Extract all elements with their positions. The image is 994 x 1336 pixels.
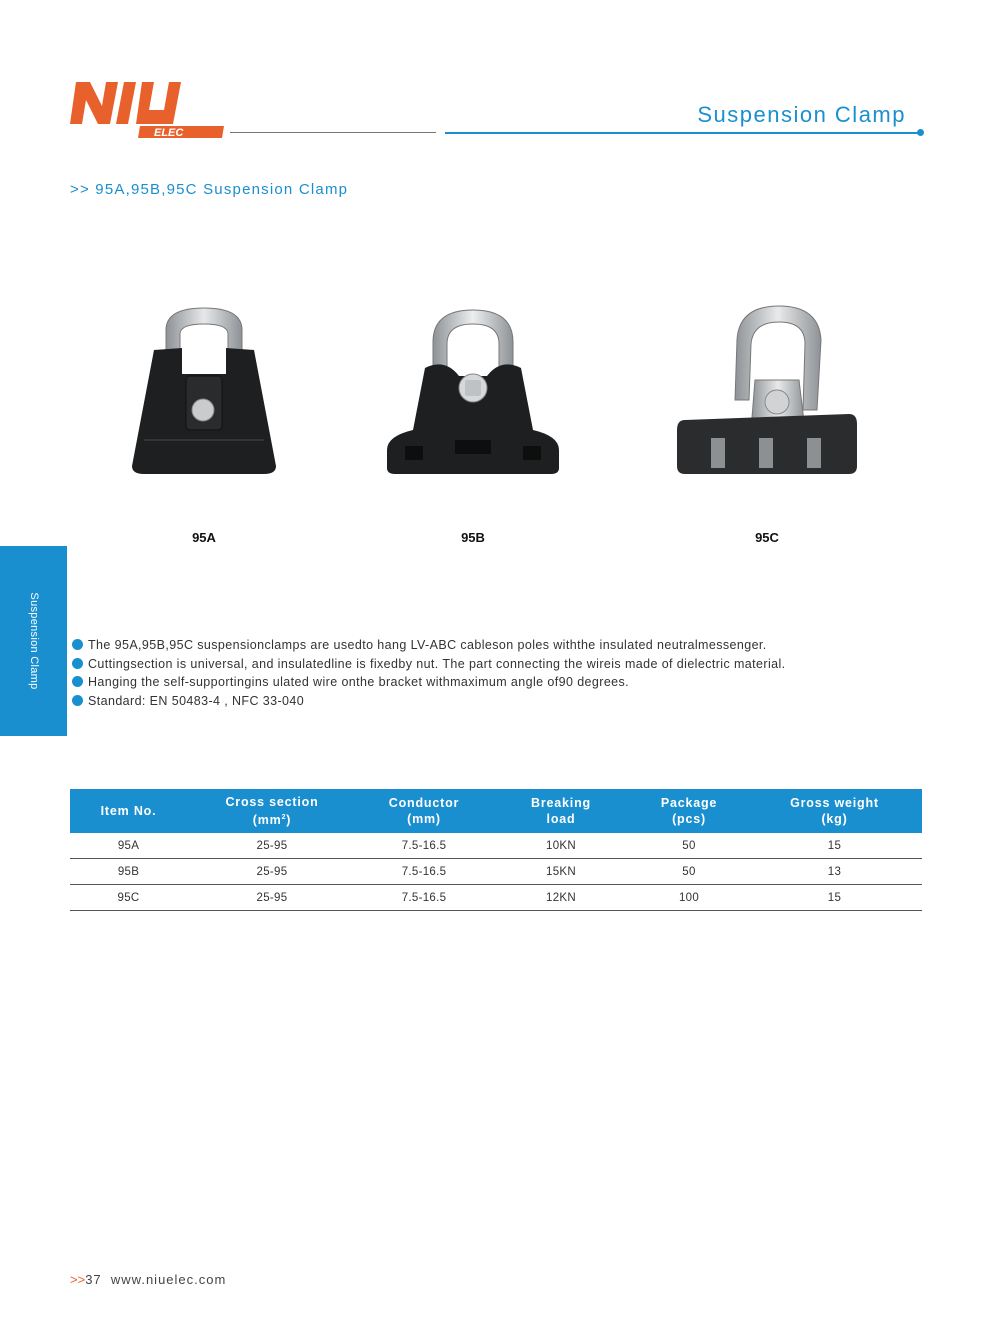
brand-logo — [68, 80, 228, 142]
cell-cross-section: 25-95 — [187, 859, 357, 885]
cell-item-no: 95A — [70, 833, 187, 859]
col-header-package: Package (pcs) — [631, 789, 747, 833]
table-row — [70, 859, 922, 885]
cell-conductor: 7.5-16.5 — [357, 859, 491, 885]
product-label-95c: 95C — [755, 530, 779, 545]
page-number: 37 — [85, 1272, 102, 1287]
cell-cross-section: 25-95 — [187, 833, 357, 859]
col-header-gross-weight: Gross weight (kg) — [747, 789, 922, 833]
product-label-95a: 95A — [192, 530, 216, 545]
product-95a — [104, 290, 304, 550]
section-subtitle: >> 95A,95B,95C Suspension Clamp — [70, 181, 349, 198]
suspension-clamp-95c-icon — [667, 290, 867, 490]
bullet-dot-icon — [72, 695, 83, 706]
table-row — [70, 885, 922, 911]
product-95b — [373, 290, 573, 550]
col-header-item-no: Item No. — [70, 789, 187, 833]
cell-package: 50 — [631, 859, 747, 885]
col-header-breaking-load: Breaking load — [491, 789, 631, 833]
side-tab-label: Suspension Clamp — [28, 592, 40, 690]
feature-item: Hanging the self-supportingins ulated wire onthe bracket withmaximum angle of90 degrees. — [72, 673, 786, 692]
cell-cross-section: 25-95 — [187, 885, 357, 911]
bullet-dot-icon — [72, 658, 83, 669]
cell-conductor: 7.5-16.5 — [357, 885, 491, 911]
product-gallery — [0, 290, 994, 560]
page-footer — [70, 1272, 226, 1287]
cell-breaking-load: 15KN — [491, 859, 631, 885]
logo-sub-text: ELEC — [154, 127, 184, 139]
footer-arrows: >> — [70, 1272, 86, 1287]
feature-item: The 95A,95B,95C suspensionclamps are usedto hang LV-ABC cableson poles withthe insulated neutralmessenger. — [72, 636, 786, 655]
product-95c — [667, 290, 867, 550]
cell-item-no: 95C — [70, 885, 187, 911]
page-title: Suspension Clamp — [697, 102, 906, 127]
suspension-clamp-95b-icon — [373, 290, 573, 490]
side-section-tab — [0, 546, 67, 736]
header-rule-right — [445, 132, 921, 134]
table-row — [70, 833, 922, 859]
cell-conductor: 7.5-16.5 — [357, 833, 491, 859]
header-rule-dot — [917, 129, 924, 136]
cell-breaking-load: 10KN — [491, 833, 631, 859]
col-header-cross-section: Cross section $(mm^2)$ — [187, 789, 357, 833]
cell-gross-weight: 13 — [747, 859, 922, 885]
header-rule-left — [230, 132, 436, 133]
feature-list — [72, 636, 786, 711]
spec-table — [70, 789, 922, 911]
bullet-dot-icon — [72, 639, 83, 650]
cell-item-no: 95B — [70, 859, 187, 885]
footer-url: www.niuelec.com — [110, 1272, 227, 1287]
table-header-row — [70, 789, 922, 833]
feature-item: Cuttingsection is universal, and insulatedline is fixedby nut. The part connecting the wireis made of dielectric material. — [72, 655, 786, 674]
suspension-clamp-95a-icon — [104, 290, 304, 490]
cell-gross-weight: 15 — [747, 885, 922, 911]
cell-gross-weight: 15 — [747, 833, 922, 859]
cell-breaking-load: 12KN — [491, 885, 631, 911]
col-header-conductor: Conductor (mm) — [357, 789, 491, 833]
bullet-dot-icon — [72, 676, 83, 687]
feature-item: Standard: EN 50483-4 , NFC 33-040 — [72, 692, 786, 711]
cell-package: 100 — [631, 885, 747, 911]
product-label-95b: 95B — [461, 530, 485, 545]
cell-package: 50 — [631, 833, 747, 859]
